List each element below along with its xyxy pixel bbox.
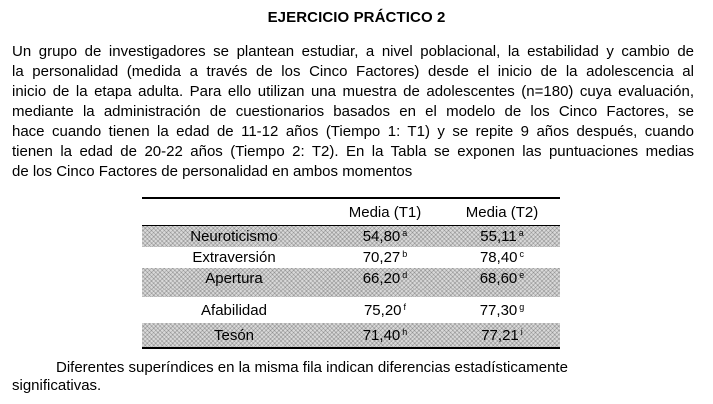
- t2-value: 77,21 $^i$: [481, 326, 523, 344]
- superscript: h: [402, 326, 408, 337]
- table-row: [142, 226, 560, 247]
- problem-statement: [12, 42, 694, 182]
- table-spacer: [142, 289, 560, 297]
- paragraph-line: mediante la administración de cuestionarios basados en el modelo de los Cinco Factores, se: [12, 103, 694, 120]
- table-row: [142, 268, 560, 289]
- table-row: [142, 297, 560, 323]
- personality-means-table: [142, 197, 560, 349]
- superscript: g: [519, 301, 525, 312]
- paragraph-line: la personalidad (medida a través de los Cinco Factores) desde el inicio de la adolescencia al: [12, 63, 694, 80]
- superscript: b: [402, 249, 408, 259]
- t2-value: 78,40 $^c$: [479, 249, 525, 266]
- table-note: [12, 359, 702, 395]
- superscript: a: [518, 228, 524, 238]
- superscript: c: [519, 249, 525, 259]
- t1-value: 70,27 $^b$: [362, 249, 408, 266]
- t2-value: 77,30 $^g$: [479, 301, 525, 319]
- factor-name: Extraversión: [192, 249, 276, 266]
- t1-value: 54,80 $^a$: [362, 228, 408, 245]
- exercise-title: EJERCICIO PRÁCTICO 2: [267, 9, 446, 26]
- table-bottom-rule: [142, 347, 560, 349]
- note-line: significativas.: [12, 377, 102, 394]
- factor-name: Neuroticismo: [190, 228, 278, 245]
- t2-value: 68,60 $^e$: [479, 270, 525, 287]
- paragraph-line: inicio de la etapa adulta. Para ello utilizan una muestra de adolescentes (n=180) cuya evaluación,: [12, 83, 694, 100]
- table-row: [142, 247, 560, 268]
- t1-value: 66,20 $^d$: [362, 270, 408, 287]
- header-t2: Media (T2): [465, 203, 539, 221]
- superscript: i: [520, 326, 523, 337]
- paragraph-line: tienen la edad de 20-22 años (Tiempo 2: T2). En la Tabla se exponen las puntuaciones medias: [12, 143, 694, 160]
- table-header-row: [142, 199, 560, 225]
- superscript: d: [402, 270, 408, 280]
- note-line: Diferentes superíndices en la misma fila indican diferencias estadísticamente: [56, 359, 568, 376]
- paragraph-line: hace cuando tienen la edad de 11-12 años (Tiempo 1: T1) y se repite 9 años después, cuando: [12, 123, 694, 140]
- superscript: e: [519, 270, 525, 280]
- factor-name: Tesón: [213, 326, 255, 344]
- paragraph-line: Un grupo de investigadores se plantean estudiar, a nivel poblacional, la estabilidad y cambio de: [12, 43, 694, 60]
- header-t1: Media (T1): [348, 203, 422, 221]
- t1-value: 75,20 $^f$: [363, 301, 407, 319]
- t1-value: 71,40 $^h$: [362, 326, 408, 344]
- superscript: f: [403, 301, 407, 312]
- factor-name: Afabilidad: [201, 301, 267, 319]
- t2-value: 55,11 $^a$: [480, 228, 524, 245]
- table-row: [142, 323, 560, 347]
- superscript: a: [402, 228, 408, 238]
- factor-name: Apertura: [205, 270, 263, 287]
- paragraph-line: de los Cinco Factores de personalidad en ambos momentos: [12, 163, 413, 180]
